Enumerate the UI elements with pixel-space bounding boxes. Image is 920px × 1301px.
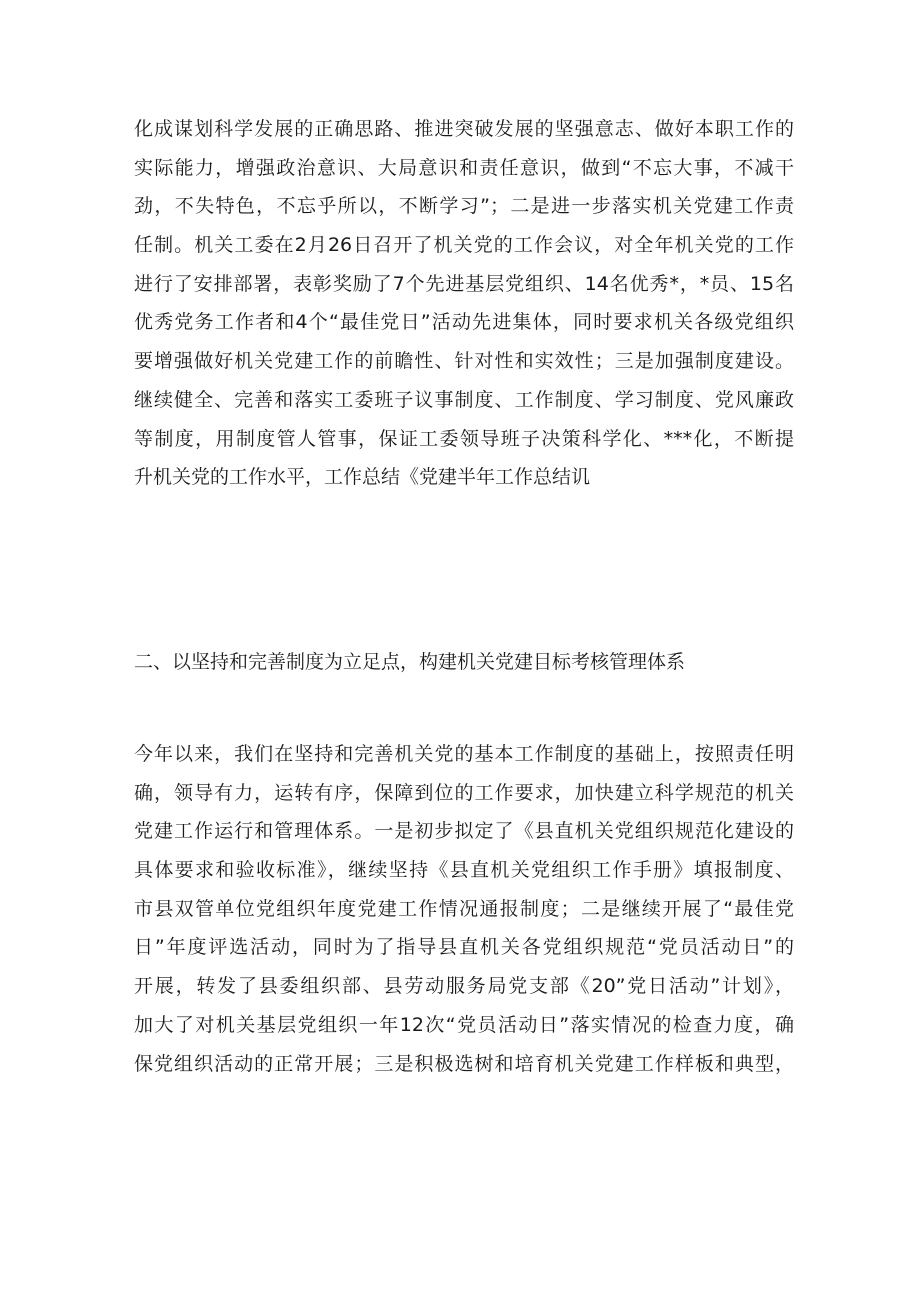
paragraph-line: 化成谋划科学发展的正确思路、推进突破发展的坚强意志、做好本职工作的 — [134, 118, 794, 140]
paragraph-line: 等制度，用制度管人管事，保证工委领导班子决策科学化、***化，不断提 — [134, 427, 794, 450]
paragraph-line: 具体要求和验收标准》，继续坚持《县直机关党组织工作手册》填报制度、 — [134, 859, 794, 882]
paragraph-line: 进行了安排部署，表彰奖励了7个先进基层党组织、14名优秀*，*员、15名 — [134, 272, 794, 295]
paragraph-line: 今年以来，我们在坚持和完善机关党的基本工作制度的基础上，按照责任明 — [134, 743, 794, 765]
paragraph-line: 党建工作运行和管理体系。一是初步拟定了《县直机关党组织规范化建设的 — [134, 820, 794, 843]
paragraph-line: 确，领导有力，运转有序，保障到位的工作要求，加快建立科学规范的机关 — [134, 781, 794, 804]
section-heading: 二、以坚持和完善制度为立足点，构建机关党建目标考核管理体系 — [134, 651, 686, 673]
paragraph-line: 保党组织活动的正常开展；三是积极选树和培育机关党建工作样板和典型， — [134, 1052, 794, 1075]
paragraph-line: 优秀党务工作者和4个“最佳党日”活动先进集体，同时要求机关各级党组织 — [134, 311, 794, 334]
paragraph-line: 实际能力，增强政治意识、大局意识和责任意识，做到“不忘大事，不减干 — [134, 156, 794, 179]
paragraph-line: 市县双管单位党组织年度党建工作情况通报制度；二是继续开展了“最佳党 — [134, 897, 794, 920]
paragraph-2 — [134, 735, 794, 1083]
paragraph-1 — [134, 110, 794, 497]
paragraph-line: 继续健全、完善和落实工委班子议事制度、工作制度、学习制度、党风廉政 — [134, 388, 794, 411]
paragraph-line: 开展，转发了县委组织部、县劳动服务局党支部《20”党日活动”计划》， — [134, 975, 794, 998]
paragraph-line: 任制。机关工委在2月26日召开了机关党的工作会议，对全年机关党的工作 — [134, 234, 794, 257]
paragraph-line: 日”年度评选活动，同时为了指导县直机关各党组织规范“党员活动日”的 — [134, 936, 794, 959]
paragraph-line: 加大了对机关基层党组织一年12次“党员活动日”落实情况的检查力度，确 — [134, 1013, 794, 1036]
paragraph-line: 劲，不失特色，不忘乎所以，不断学习”；二是进一步落实机关党建工作责 — [134, 195, 794, 218]
paragraph-line: 要增强做好机关党建工作的前瞻性、针对性和实效性；三是加强制度建设。 — [134, 350, 794, 373]
paragraph-line: 升机关党的工作水平，工作总结《党建半年工作总结讥 — [134, 466, 591, 489]
